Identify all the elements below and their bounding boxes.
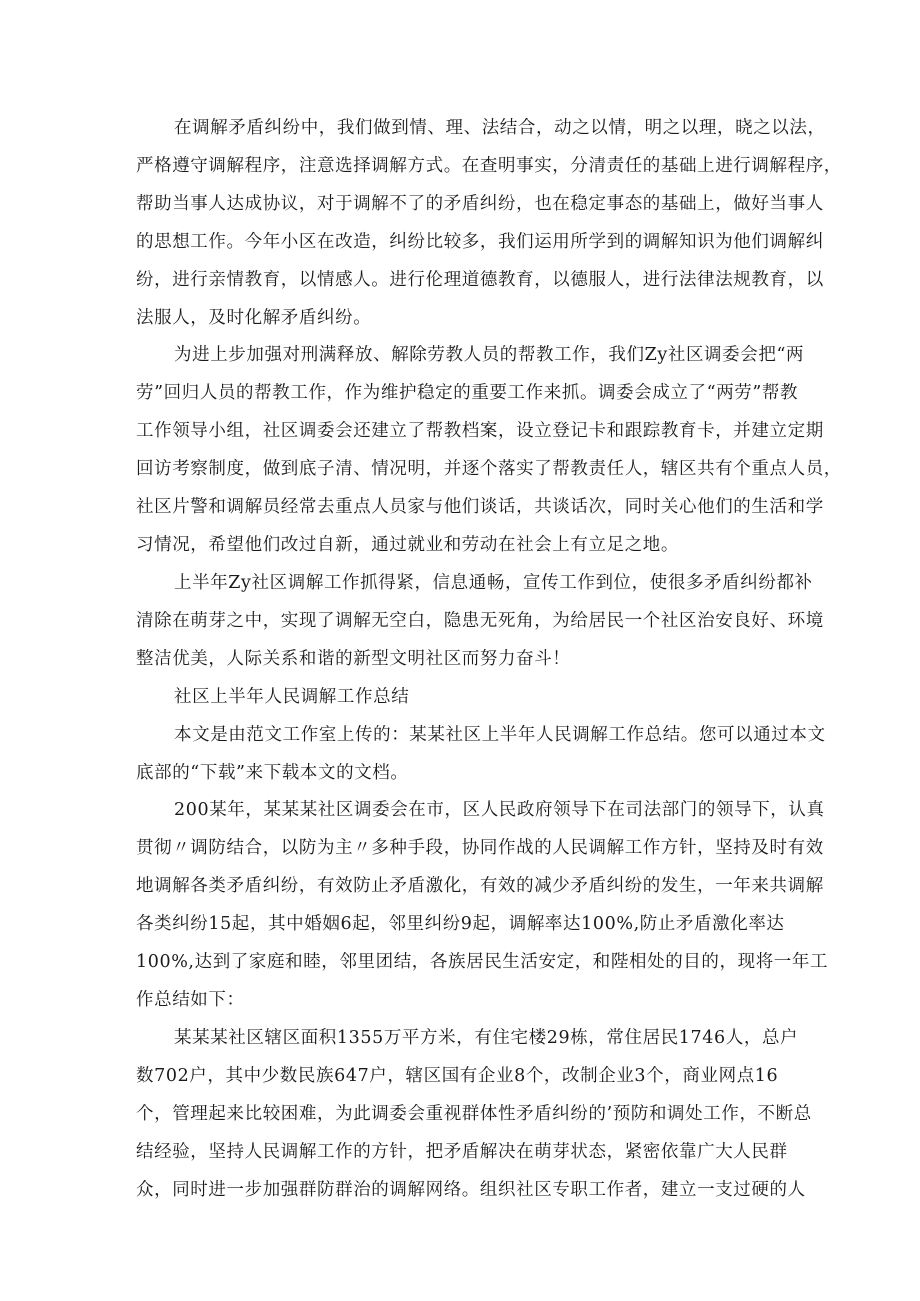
paragraph-line: 个，管理起来比较困难，为此调委会重视群体性矛盾纠纷的’预防和调处工作，不断总 — [136, 1104, 812, 1124]
paragraph-line: 法服人，及时化解矛盾纠纷。 — [136, 308, 372, 328]
paragraph-line: 各类纠纷15起，其中婚姻6起，邻里纠纷9起，调解率达100%,防止矛盾激化率达 — [136, 914, 785, 934]
paragraph-line: 作总结如下： — [136, 990, 245, 1010]
paragraph-line: 200某年，某某某社区调委会在市，区人民政府领导下在司法部门的领导下，认真 — [174, 800, 825, 820]
paragraph-line: 习情况，希望他们改过自新，通过就业和劳动在社会上有立足之地。 — [136, 535, 679, 555]
paragraph-line: 在调解矛盾纠纷中，我们做到情、理、法结合，动之以情，明之以理，晓之以法， — [174, 118, 826, 138]
paragraph-line: 帮助当事人达成协议，对于调解不了的矛盾纠纷，也在稳定事态的基础上，做好当事人 — [136, 194, 824, 214]
paragraph-line: 社区上半年人民调解工作总结 — [174, 687, 410, 707]
paragraph-line: 为进上步加强对刑满释放、解除劳教人员的帮教工作，我们Zy社区调委会把“两 — [174, 345, 805, 365]
paragraph-line: 回访考察制度，做到底子清、情况明，并逐个落实了帮教责任人，辖区共有个重点人员， — [136, 459, 842, 479]
paragraph-line: 本文是由范文工作室上传的：某某社区上半年人民调解工作总结。您可以通过本文 — [174, 725, 826, 745]
paragraph-line: 地调解各类矛盾纠纷，有效防止矛盾激化，有效的减少矛盾纠纷的发生，一年来共调解 — [136, 876, 824, 896]
paragraph-line: 结经验，坚持人民调解工作的方针，把矛盾解决在萌芽状态，紧密依靠广大人民群 — [136, 1142, 788, 1162]
paragraph-line: 社区片警和调解员经常去重点人员家与他们谈话，共谈话次，同时关心他们的生活和学 — [136, 497, 824, 517]
paragraph-line: 贯彻〃调防结合，以防为主〃多种手段，协同作战的人民调解工作方针，坚持及时有效 — [136, 838, 824, 858]
paragraph-line: 的思想工作。今年小区在改造，纠纷比较多，我们运用所学到的调解知识为他们调解纠 — [136, 232, 824, 252]
paragraph-line: 众，同时进一步加强群防群治的调解网络。组织社区专职工作者，建立一支过硬的人 — [136, 1180, 806, 1200]
paragraph-line: 严格遵守调解程序，注意选择调解方式。在查明事实，分清责任的基础上进行调解程序， — [136, 156, 842, 176]
paragraph-line: 100%,达到了家庭和睦，邻里团结，各族居民生活安定，和陛相处的目的，现将一年工 — [136, 952, 829, 972]
paragraph-line: 纷，进行亲情教育，以情感人。进行伦理道德教育，以德服人，进行法律法规教育，以 — [136, 270, 824, 290]
paragraph-line: 清除在萌芽之中，实现了调解无空白，隐患无死角，为给居民一个社区治安良好、环境 — [136, 611, 824, 631]
paragraph-line: 劳”回归人员的帮教工作，作为维护稳定的重要工作来抓。调委会成立了“两劳”帮教 — [136, 383, 799, 403]
paragraph-line: 某某某社区辖区面积1355万平方米，有住宅楼29栋，常住居民1746人，总户 — [174, 1028, 799, 1048]
paragraph-line: 上半年Zy社区调解工作抓得紧，信息通畅，宣传工作到位，使很多矛盾纠纷都补 — [174, 573, 813, 593]
paragraph-line: 底部的“下载”来下载本文的文档。 — [136, 763, 409, 783]
paragraph-line: 工作领导小组，社区调委会还建立了帮教档案，设立登记卡和跟踪教育卡，并建立定期 — [136, 421, 824, 441]
paragraph-line: 整洁优美，人际关系和谐的新型文明社区而努力奋斗！ — [136, 649, 571, 669]
paragraph-line: 数702户，其中少数民族647户，辖区国有企业8个，改制企业3个，商业网点16 — [136, 1066, 779, 1086]
